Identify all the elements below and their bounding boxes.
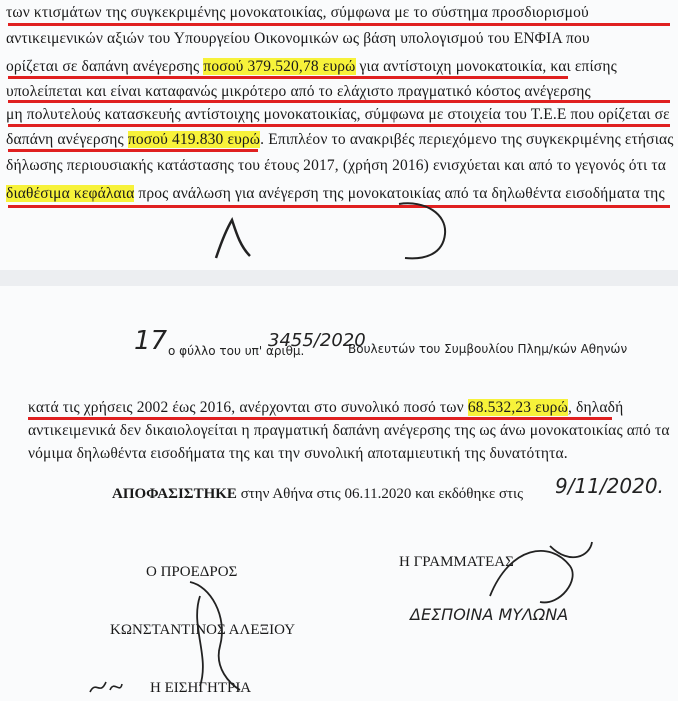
handwritten-sheet-number: 17 — [134, 326, 168, 356]
page-gap — [0, 270, 678, 286]
handwritten-stroke — [395, 196, 455, 266]
highlighted-amount: ποσού 419.830 ευρώ — [127, 131, 261, 148]
text-line: μη πολυτελούς κατασκευής αντίστοιχης μονοκατοικίας, σύμφωνα με στοιχεία του Τ.Ε.Ε που ορίζεται σε — [6, 106, 670, 123]
text-segment: προς ανάλωση για ανέγερση της μονοκατοικίας από τα δηλωθέντα εισοδήματα της — [134, 185, 665, 202]
text-line — [6, 184, 670, 204]
text-line — [6, 130, 674, 150]
highlighted-amount: 68.532,23 ευρώ — [467, 399, 568, 416]
text-line: αντικειμενικών αξιών του Υπουργείου Οικονομικών ως βάση υπολογισμού του ΕΝΦΙΑ που — [6, 30, 590, 47]
text-segment: κατά τις χρήσεις 2002 έως 2016, ανέρχονται στο συνολικό ποσό των — [28, 399, 468, 416]
document-page-bottom — [0, 286, 678, 701]
decision-line — [112, 486, 523, 503]
highlighted-phrase: διαθέσιμα κεφάλαια — [6, 185, 135, 202]
text-line: αντικειμενικά δεν δικαιολογείται η πραγματική δαπάνη ανέγερσης της ως άνω μονοκατοικίας από τα — [28, 422, 670, 439]
secretary-signature — [480, 536, 600, 616]
decision-keyword: ΑΠΟΦΑΣΙΣΤΗΚΕ — [112, 486, 237, 502]
text-line: υπολείπεται και είναι καταφανώς μικρότερο από το ελάχιστο πραγματικό κόστος ανέγερσης — [6, 83, 591, 100]
red-underline — [8, 205, 670, 208]
red-underline — [8, 100, 670, 103]
text-line — [28, 398, 668, 418]
red-underline — [8, 149, 258, 152]
president-signature — [170, 576, 260, 696]
red-underline — [8, 23, 670, 26]
president-name: ΚΩΝΣΤΑΝΤΙΝΟΣ ΑΛΕΞΙΟΥ — [110, 622, 296, 638]
rapporteur-label: Η ΕΙΣΗΓΗΤΡΙΑ — [150, 680, 252, 696]
red-underline — [28, 417, 612, 420]
handwritten-case-number: 3455/2020 — [268, 330, 366, 351]
text-line: νόμιμα δηλωθέντα εισοδήματα της και την συνολική αποταμιευτική της δυνατότητα. — [28, 445, 568, 462]
text-line — [6, 57, 670, 77]
sheet-note-text: ο φύλλο του υπ' αριθμ. — [168, 344, 305, 358]
text-line: των κτισμάτων της συγκεκριμένης μονοκατοικίας, σύμφωνα με το σύστημα προσδιορισμού — [6, 4, 589, 21]
highlighted-amount: ποσού 379.520,78 ευρώ — [203, 58, 356, 75]
sheet-note-tail: Βουλευτών του Συμβουλίου Πλημ/κών Αθηνών — [348, 342, 628, 356]
red-underline — [8, 124, 670, 127]
text-segment: , δηλαδή — [567, 399, 624, 416]
text-segment: . Επιπλέον το ανακριβές περιεχόμενο της συγκεκριμένης ετήσιας — [260, 131, 674, 148]
text-line: δήλωσης περιουσιακής κατάστασης του έτους 2017, (χρήση 2016) ενισχύεται και από το γεγονός ότι τα — [6, 157, 667, 174]
handwritten-initial — [210, 216, 260, 262]
secretary-handwritten-name: ΔΕΣΠΟΙΝΑ ΜΥΛΩΝΑ — [410, 605, 569, 624]
secretary-label: Η ΓΡΑΜΜΑΤΕΑΣ — [399, 554, 514, 570]
text-segment: δαπάνη ανέγερσης — [6, 131, 128, 148]
red-underline — [8, 76, 568, 79]
president-label: Ο ΠΡΟΕΔΡΟΣ — [146, 564, 238, 580]
text-segment: ορίζεται σε δαπάνη ανέγερσης — [6, 58, 204, 75]
document-page-top — [0, 0, 678, 270]
text-segment: για αντίστοιχη μονοκατοικία, και επίσης — [355, 58, 617, 75]
handwritten-issue-date: 9/11/2020. — [555, 474, 664, 498]
rapporteur-mark — [88, 678, 124, 698]
decision-text: στην Αθήνα στις 06.11.2020 και εκδόθηκε στις — [236, 486, 524, 502]
